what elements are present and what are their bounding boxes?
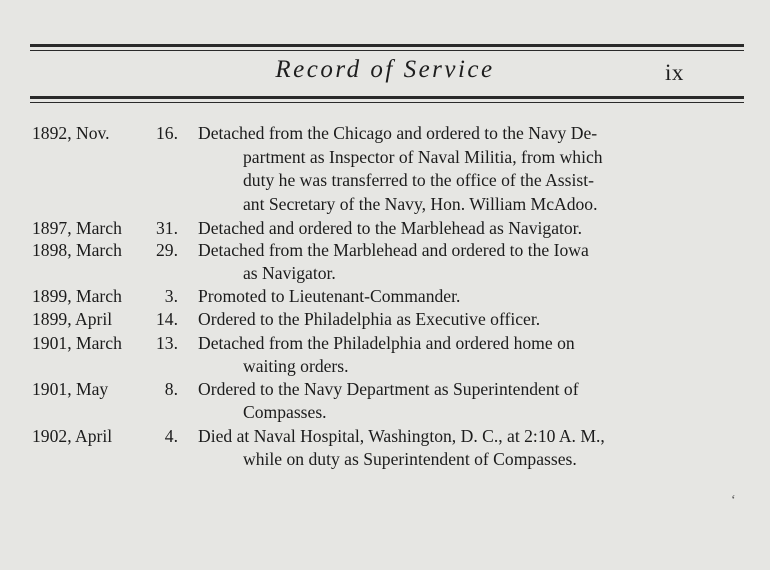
entry-day: 14.	[156, 309, 178, 329]
entry-date: 1897, March	[32, 218, 122, 238]
entry-text-line: Promoted to Lieutenant-Commander.	[198, 286, 461, 306]
entry-text-line: Compasses.	[243, 402, 327, 422]
entry-day: 4.	[164, 426, 178, 446]
entry-text-line: ant Secretary of the Navy, Hon. William McAdoo.	[243, 194, 598, 214]
entry-day: 13.	[156, 333, 178, 353]
entry-text-line: Detached from the Marblehead and ordered to the Iowa	[198, 240, 589, 260]
entry-date: 1902, April	[32, 426, 113, 446]
stray-mark: ‘	[731, 493, 736, 508]
entry-text-line: Detached from the Chicago and ordered to the Navy De-	[198, 123, 598, 143]
entry-text-line: partment as Inspector of Naval Militia, from which	[243, 147, 603, 167]
entry-text-line: Died at Naval Hospital, Washington, D. C., at 2:10 A. M.,	[198, 426, 605, 446]
entry-day: 29.	[156, 240, 178, 260]
entry-date: 1892, Nov.	[32, 123, 110, 143]
entry-date: 1901, May	[32, 379, 109, 399]
entry-text-line: Detached from the Philadelphia and ordered home on	[198, 333, 575, 353]
entry-day: 3.	[164, 286, 178, 306]
entry-text-line: waiting orders.	[243, 356, 349, 376]
entry-text-line: Ordered to the Navy Department as Superintendent of	[198, 379, 579, 399]
page-title: Record of Service	[275, 56, 495, 83]
entry-text-line: as Navigator.	[243, 263, 336, 283]
entry-day: 31.	[156, 218, 178, 238]
entry-text-line: Ordered to the Philadelphia as Executive officer.	[198, 309, 541, 329]
entry-date: 1899, March	[32, 286, 122, 306]
entry-text-line: Detached and ordered to the Marblehead as Navigator.	[198, 218, 582, 238]
entry-date: 1898, March	[32, 240, 122, 260]
entry-day: 8.	[164, 379, 178, 399]
entry-text-line: while on duty as Superintendent of Compasses.	[243, 449, 577, 469]
entry-day: 16.	[156, 123, 178, 143]
entry-text-line: duty he was transferred to the office of the Assist-	[243, 170, 594, 190]
entry-date: 1899, April	[32, 309, 113, 329]
entry-date: 1901, March	[32, 333, 122, 353]
page-number: ix	[665, 60, 684, 85]
